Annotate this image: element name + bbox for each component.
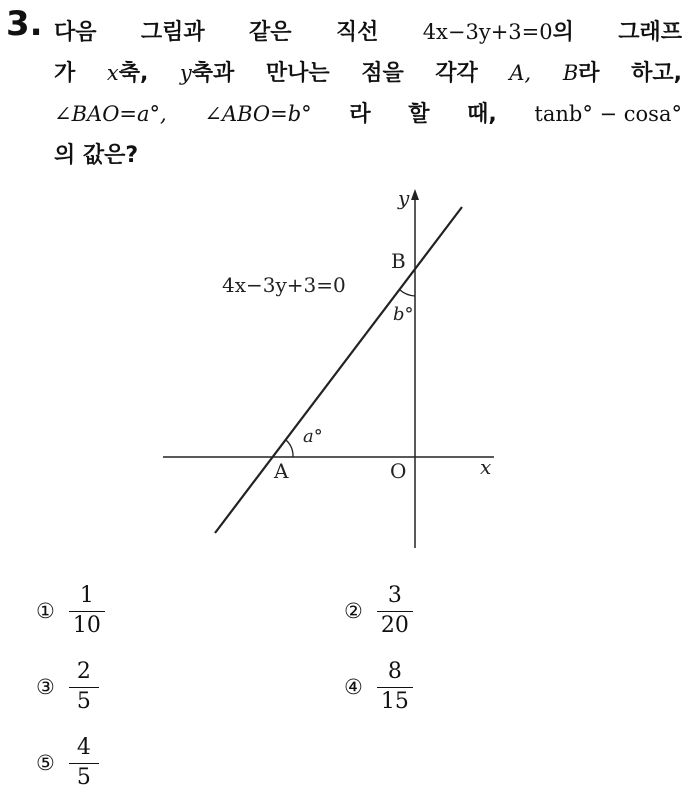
stem-word: 만나는 [265,61,330,86]
choice-fraction [71,737,97,789]
stem-word: 라 [578,61,600,86]
fraction-denominator: 5 [76,689,91,714]
choice-marker: ⑤ [36,751,55,775]
stem-word: 축, [118,61,149,86]
fraction-numerator: 8 [387,659,402,684]
stem-word: 때, [467,102,497,127]
x-axis-label: x [480,455,492,479]
choice-3[interactable] [36,661,97,713]
angle-b-label: b° [393,304,414,325]
choice-fraction [379,585,411,637]
stem-point-a: A, [509,61,532,85]
stem-word: 점을 [361,61,404,86]
stem-word: 그래프 [618,20,682,45]
stem-word: 직선 [335,20,379,45]
point-a-label: A [274,459,289,483]
choice-fraction [71,585,103,637]
stem-var-x: x [106,61,119,85]
choice-1[interactable] [36,585,103,637]
fraction-numerator: 4 [76,735,91,760]
choice-marker: ③ [36,675,55,699]
choice-marker: ② [344,599,363,623]
fraction-denominator: 5 [76,765,91,790]
fraction-numerator: 1 [79,583,94,608]
fraction-bar [69,611,105,612]
fraction-bar [69,763,99,764]
stem-word: 할 [408,102,430,127]
choice-marker: ④ [344,675,363,699]
fraction-numerator: 2 [76,659,91,684]
stem-var-y: y [179,61,192,85]
stem-word: 라 [349,102,371,127]
stem-equation: 4x−3y+3=0 [422,20,553,44]
stem-word: 각각 [435,61,478,86]
stem-word: 하고, [631,61,682,86]
stem-expression: tanb° − cosa° [534,102,682,126]
y-axis-label: y [398,186,410,210]
angle-b-arc [400,290,415,296]
stem-point-b: B [562,61,579,85]
stem-word: 가 [54,61,76,86]
stem-word: 그림과 [140,20,205,45]
stem-word: 다음 [54,20,97,45]
stem-angle-bao: ∠BAO=a°, [54,102,167,126]
stem-word: 축과 [191,61,235,86]
stem-word: 의 [552,20,574,45]
choice-2[interactable] [344,585,411,637]
stem-angle-abo: ∠ABO=b° [204,102,312,126]
stem-word: 의 값은? [54,143,139,168]
fraction-bar [377,687,413,688]
choice-4[interactable] [344,661,411,713]
fraction-bar [377,611,413,612]
choice-fraction [71,661,97,713]
fraction-bar [69,687,99,688]
choice-fraction [379,661,411,713]
question-number: 3. [6,4,43,44]
stem-word: 같은 [248,20,292,45]
fraction-denominator: 15 [380,689,409,714]
y-axis-arrowhead [411,189,419,200]
fraction-numerator: 3 [387,583,402,608]
choice-marker: ① [36,599,55,623]
fraction-denominator: 10 [72,613,101,638]
choice-5[interactable] [36,737,97,789]
point-b-label: B [391,249,406,273]
origin-label: O [390,459,407,483]
angle-a-arc [286,440,293,457]
angle-a-label: a° [303,426,323,447]
equation-label: 4x−3y+3=0 [222,273,346,297]
fraction-denominator: 20 [380,613,409,638]
graph-line [215,207,462,533]
